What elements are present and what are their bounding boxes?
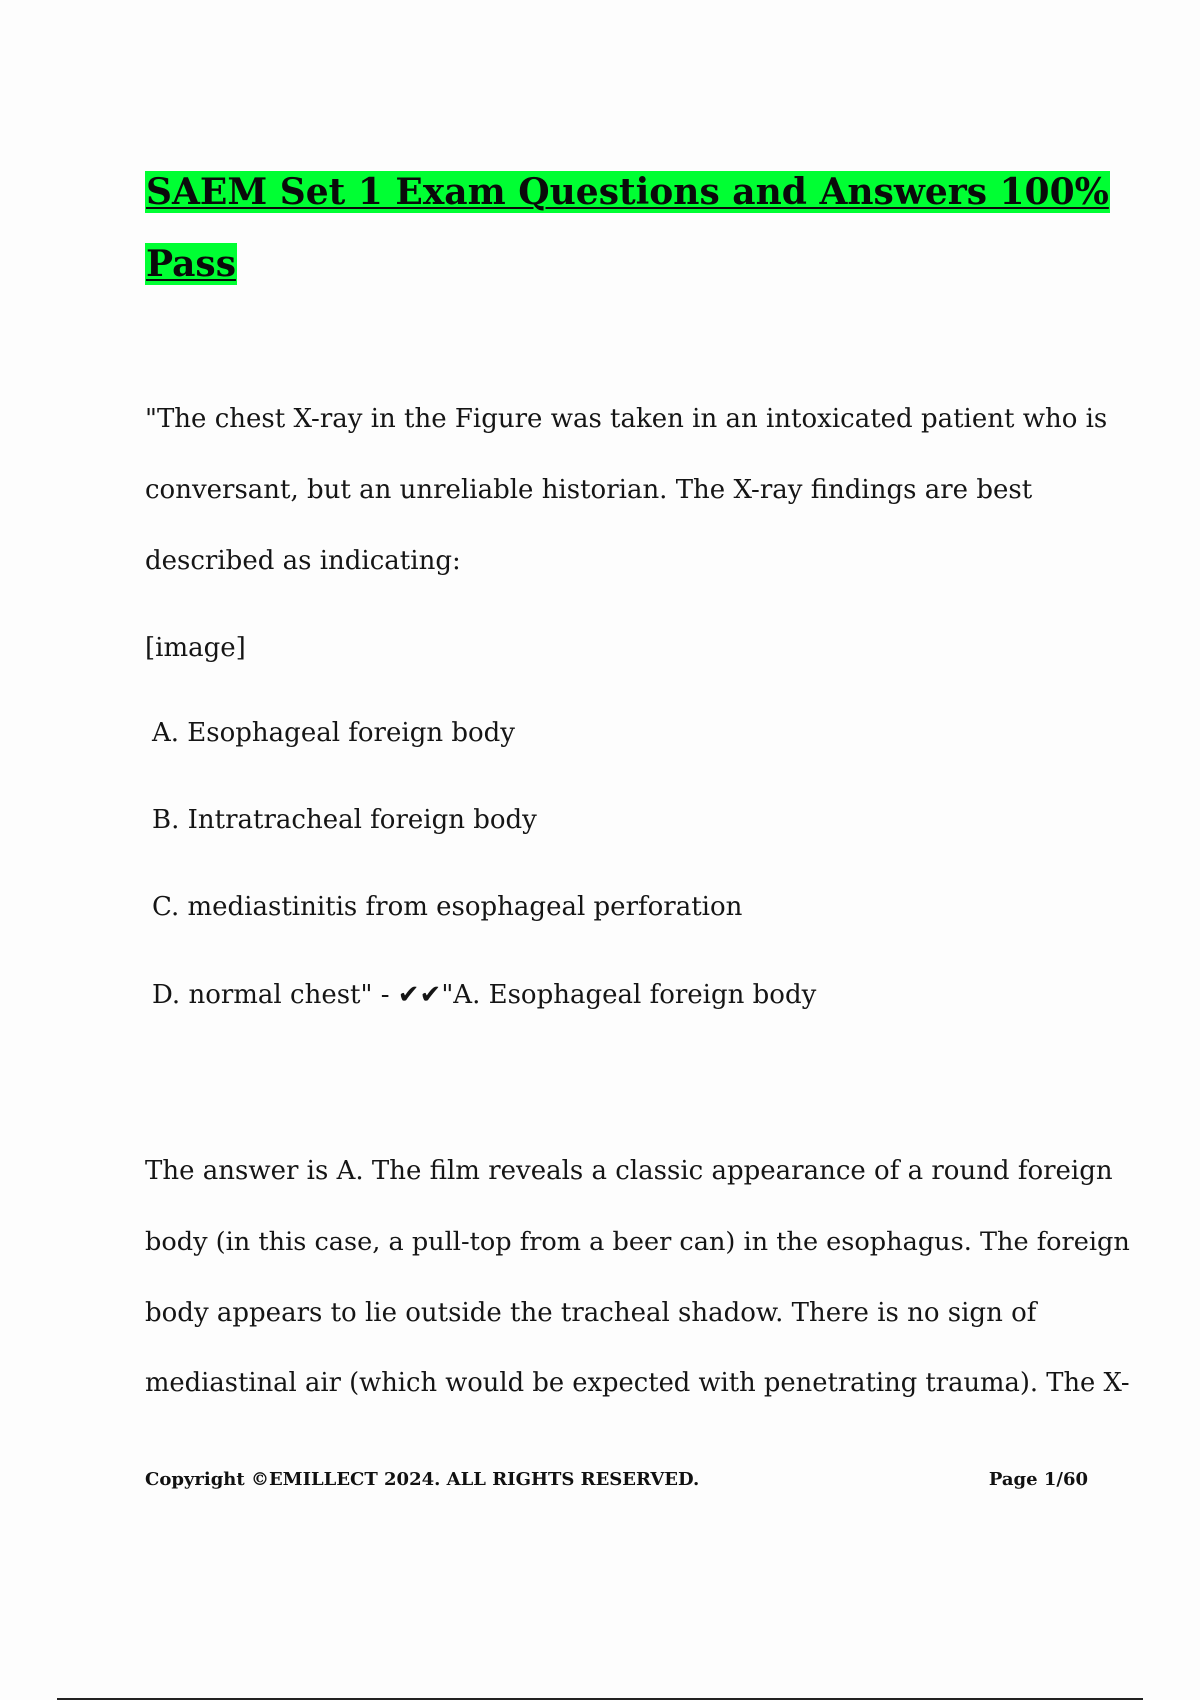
image-placeholder: [image] bbox=[145, 633, 246, 663]
option-a: A. Esophageal foreign body bbox=[152, 718, 515, 748]
explanation-line-2: body (in this case, a pull-top from a beer can) in the esophagus. The foreign bbox=[145, 1227, 1130, 1257]
question-line-2: conversant, but an unreliable historian. The X-ray findings are best bbox=[145, 475, 1033, 505]
page-title-line-2: Pass bbox=[146, 243, 236, 285]
explanation-line-3: body appears to lie outside the tracheal shadow. There is no sign of bbox=[145, 1298, 1037, 1328]
question-line-1: "The chest X-ray in the Figure was taken in an intoxicated patient who is bbox=[145, 404, 1108, 434]
footer-copyright: Copyright ©EMILLECT 2024. ALL RIGHTS RESERVED. bbox=[145, 1469, 700, 1490]
option-d-with-answer: D. normal chest" - ✔✔"A. Esophageal foreign body bbox=[152, 980, 817, 1010]
page-title-line-1: SAEM Set 1 Exam Questions and Answers 100% bbox=[146, 171, 1109, 213]
explanation-line-1: The answer is A. The film reveals a classic appearance of a round foreign bbox=[145, 1156, 1113, 1186]
question-line-3: described as indicating: bbox=[145, 546, 461, 576]
footer-page-number: Page 1/60 bbox=[988, 1469, 1088, 1490]
option-b: B. Intratracheal foreign body bbox=[152, 805, 537, 835]
option-c: C. mediastinitis from esophageal perforation bbox=[152, 892, 743, 922]
explanation-line-4: mediastinal air (which would be expected with penetrating trauma). The X- bbox=[145, 1368, 1130, 1398]
